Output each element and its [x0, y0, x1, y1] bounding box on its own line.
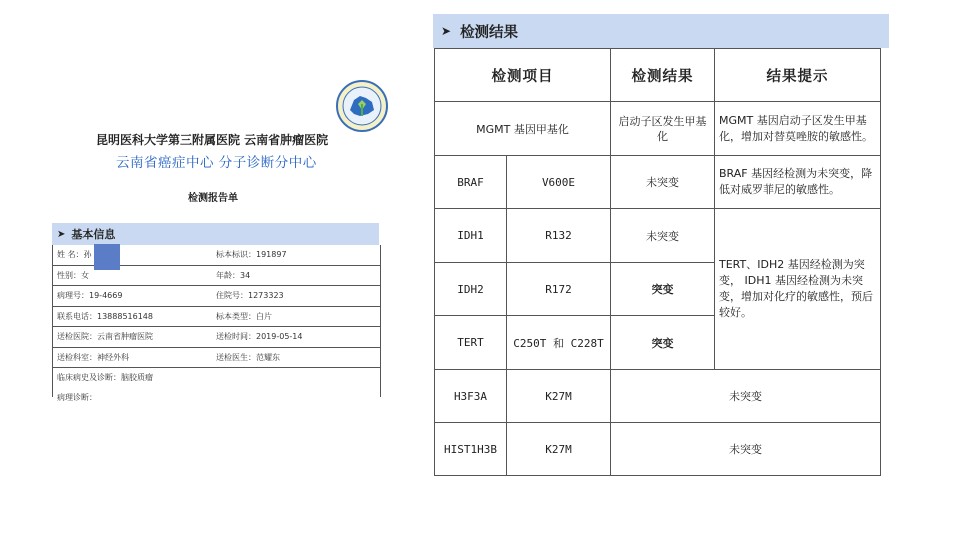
mutation-result: 未突变: [611, 156, 715, 209]
table-row: [435, 370, 881, 423]
braf-hint: BRAF 基因经检测为未突变，降低对威罗菲尼的敏感性。: [715, 156, 881, 209]
results-header: [433, 14, 889, 48]
table-row: [435, 423, 881, 476]
gene-name: TERT: [435, 316, 507, 370]
header-item: 检测项目: [435, 49, 611, 102]
info-field: 临床病史及诊断：脑胶质瘤: [57, 373, 153, 383]
info-field: 病理诊断：: [57, 392, 97, 402]
info-field: 住院号：1273323: [216, 291, 284, 301]
mutation-result: 未突变: [611, 423, 881, 476]
info-row: [53, 348, 380, 369]
mutation-result: 突变: [611, 316, 715, 370]
basic-info-title: 基本信息: [71, 228, 116, 241]
info-field: 姓 名：孙: [57, 250, 92, 260]
table-row: [435, 102, 881, 156]
mutation-result: 未突变: [611, 370, 881, 423]
info-field: 病理号：19-4669: [57, 291, 123, 301]
results-title: 检测结果: [460, 24, 519, 41]
info-field: 送检医生：范耀东: [216, 352, 280, 362]
arrow-right-icon: ➤: [57, 228, 66, 240]
gene-name: IDH1: [435, 209, 507, 263]
mutation-site: K27M: [507, 423, 611, 476]
hospital-name: 昆明医科大学第三附属医院 云南省肿瘤医院: [96, 133, 329, 147]
gene-name: IDH2: [435, 263, 507, 316]
info-row: [53, 307, 380, 328]
mutation-site: C250T 和 C228T: [507, 316, 611, 370]
basic-info-header: [52, 223, 379, 245]
info-row: [53, 368, 380, 388]
table-row: [435, 209, 881, 263]
hospital-logo: [336, 80, 388, 132]
mgmt-item: MGMT 基因甲基化: [435, 102, 611, 156]
group-hint: TERT、IDH2 基因经检测为突变， IDH1 基因经检测为未突变，增加对化疗的敏感性，预后较好。: [715, 209, 881, 370]
table-header-row: [435, 49, 881, 102]
info-field: 送检医院：云南省肿瘤医院: [57, 332, 153, 342]
info-field: 性别：女: [57, 270, 89, 280]
info-field: 标本标识：191897: [216, 250, 287, 260]
info-field: 送检科室：神经外科: [57, 352, 129, 362]
gene-name: HIST1H3B: [435, 423, 507, 476]
mutation-site: R132: [507, 209, 611, 263]
info-row: [53, 327, 380, 348]
mutation-result: 未突变: [611, 209, 715, 263]
gene-name: H3F3A: [435, 370, 507, 423]
header-hint: 结果提示: [715, 49, 881, 102]
mgmt-hint: MGMT 基因启动子区发生甲基化，增加对替莫唑胺的敏感性。: [715, 102, 881, 156]
table-row: [435, 156, 881, 209]
results-table: [434, 48, 881, 476]
mgmt-result: 启动子区发生甲基化: [611, 102, 715, 156]
mutation-site: V600E: [507, 156, 611, 209]
mutation-site: K27M: [507, 370, 611, 423]
header-result: 检测结果: [611, 49, 715, 102]
info-field: 年龄：34: [216, 270, 251, 280]
info-row: [53, 388, 380, 408]
diagnosis-center-name: 云南省癌症中心 分子诊断分中心: [116, 155, 317, 171]
report-title: 检测报告单: [188, 193, 238, 204]
mutation-result: 突变: [611, 263, 715, 316]
arrow-right-icon: ➤: [441, 24, 452, 38]
mutation-site: R172: [507, 263, 611, 316]
info-field: 送检时间：2019-05-14: [216, 332, 303, 342]
info-field: 联系电话：13888516148: [57, 311, 153, 321]
info-row: [53, 286, 380, 307]
redaction-box: [94, 244, 120, 270]
info-field: 标本类型：白片: [216, 311, 272, 321]
gene-name: BRAF: [435, 156, 507, 209]
